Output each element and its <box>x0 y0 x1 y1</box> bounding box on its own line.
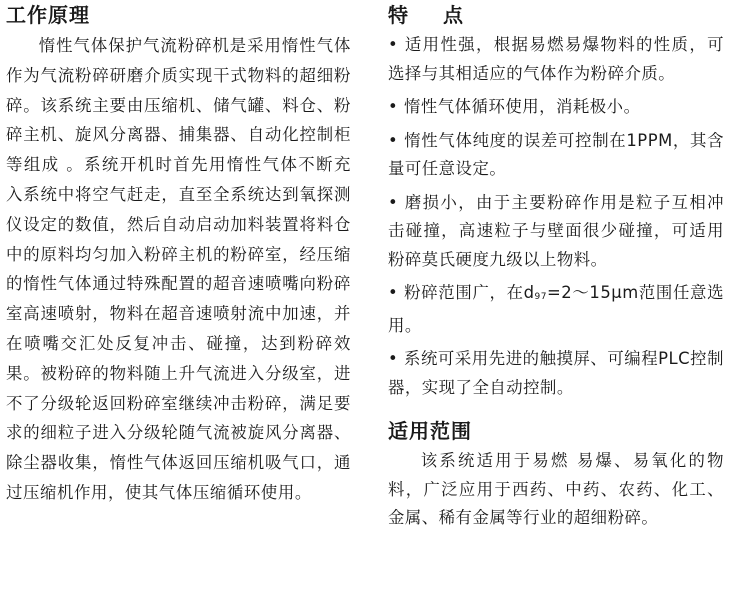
application-paragraph: 该系统适用于易燃 易爆、易氧化的物料，广泛应用于西药、中药、农药、化工、金属、稀有金属等行业的超细粉碎。 <box>388 451 724 527</box>
feature-text: 系统可采用先进的触摸屏、可编程PLC控制器，实现了全自动控制。 <box>388 349 724 397</box>
feature-item <box>388 189 724 275</box>
application-title: 适用范围 <box>388 419 472 443</box>
feature-item <box>388 127 724 184</box>
bullet-dot: • <box>388 192 399 212</box>
feature-item <box>388 93 724 122</box>
bullet-dot: • <box>388 130 399 150</box>
feature-text: 惰性气体循环使用，消耗极小。 <box>404 97 641 116</box>
application-section <box>388 418 724 533</box>
feature-subscript: 97 <box>534 292 547 302</box>
bullet-dot: • <box>388 349 399 368</box>
feature-text: 适用性强，根据易燃易爆物料的性质，可选择与其相适应的气体作为粉碎介质。 <box>388 35 724 83</box>
working-principle-paragraph: 惰性气体保护气流粉碎机是采用惰性气体作为气流粉碎研磨介质实现干式物料的超细粉碎。该系统主要由压缩机、储气罐、料仓、粉碎主机、旋风分离器、捕集器、自动化控制柜等组成 。系统开机时首先用惰性气体不断充入系统中将空气赶走，直至全系统达到氧探测仪设定的数值，然后自动启动加料装置将料仓中的原料均匀加入粉碎主机的粉碎室，经压缩的惰性气体通过特殊配置的超音速喷嘴向粉碎室高速喷射，物料在超音速喷射流中加速，并在喷嘴交汇处反复冲击、碰撞，达到粉碎效果。被粉碎的物料随上升气流进入分级室，进不了分级轮返回粉碎室继续冲击粉碎，满足要求的细粒子进入分级轮随气流被旋风分离器、除尘器收集，惰性气体返回压缩机吸气口，通过压缩机作用，使其气体压缩循环使用。 <box>6 36 351 502</box>
feature-text: 磨损小，由于主要粉碎作用是粒子互相冲击碰撞，高速粒子与壁面很少碰撞，可适用粉碎莫氏硬度九级以上物料。 <box>388 192 724 269</box>
feature-text: 惰性气体纯度的误差可控制在1PPM，其含量可任意设定。 <box>388 130 724 178</box>
feature-item <box>388 279 724 340</box>
feature-text-prefix: 粉碎范围广，在d <box>404 283 535 302</box>
features-title: 特 点 <box>388 3 477 27</box>
bullet-dot: • <box>388 283 399 302</box>
features-section <box>388 0 724 533</box>
working-principle-title: 工作原理 <box>6 3 90 27</box>
working-principle-section <box>6 0 351 508</box>
feature-item <box>388 345 724 402</box>
feature-item <box>388 31 724 88</box>
feature-text-suffix: =2～15μm范围任意选用。 <box>388 283 724 335</box>
bullet-dot: • <box>388 97 399 116</box>
bullet-dot: • <box>388 35 399 54</box>
